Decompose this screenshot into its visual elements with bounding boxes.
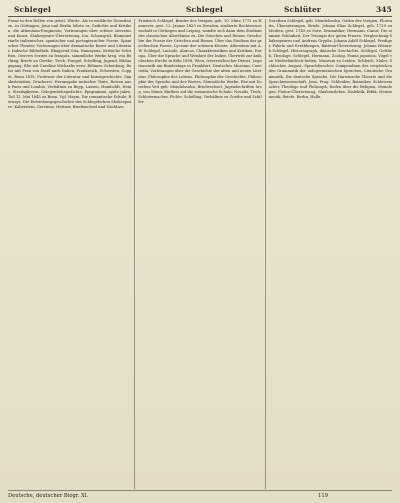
- footer-source: Deutsche, deutscher Biogr. XI.: [8, 493, 89, 499]
- footer-signature: 119: [318, 493, 328, 499]
- column-2: Friedrich Schlegel, Bruder des Vorigen, geb. 10. März 1772 zu Hannover, gest. 12. Januar 1829 zu Dresden, studierte Rechtswissenschaft in Göttingen und Leipzig, wandte sich dann dem Studium des classischen Alterthums zu, Die Griechen und Römer, Geschichte der Poesie der Griechen und Römer, Über das Studium der griechischen Poesie, Lyceum der schönen Künste, Athenäum mit A. W. Schlegel, Lucinde, Alarcos, Charakteristiken und Kritiken, Europa, Über die Sprache und Weisheit der Indier, Übertritt zur katholischen Kirche in Köln 1808, Wien, österreichischer Dienst, Legationsrath am Bundestage in Frankfurt, Deutsches Museum, Concordia, Vorlesungen über die Geschichte der alten und neuen Literatur, Philosophie des Lebens, Philosophie der Geschichte, Philosophie der Sprache und des Wortes, Sämmtliche Werke, Ehe mit Dorothea Veit geb. Mendelssohn, Briefwechsel, Jugendschriften hrsg. von Minor, Einfluss auf die romantische Schule, Novalis, Tieck, Schleiermacher, Fichte, Schelling, Verhältnis zu Goethe und Schiller.: [134, 19, 261, 489]
- page-number: 345: [375, 5, 392, 14]
- column-3: Dorothea Schlegel, geb. Mendelssohn, Gattin des Vorigen, Florentin, Übersetzungen, Briefe. Johann Elias Schlegel, geb. 1719 zu Meißen, gest. 1749 zu Sorø, Dramatiker, Hermann, Canut, Die stumme Schönheit, Der Triumph der guten Frauen, Vergleichung Shakespeares und Andreas Gryphs. Johann Adolf Schlegel, Prediger, Fabeln und Erzählungen, Batteux-Übersetzung. Johann Heinrich Schlegel, Historiograph, dänische Geschichte. Schlegel, Gottlieb, Theologe. Schlegel, Hermann, Zoolog, Fauna japonica, Vögel von Niederländisch-Indien, Museum zu Leiden. Schleich, Maler. Schleicher, August, Sprachforscher, Compendium der vergleichenden Grammatik der indogermanischen Sprachen, Litauische Grammatik, Die deutsche Sprache, Die Darwinsche Theorie und die Sprachwissenschaft, Jena, Prag. Schleiden, Botaniker. Schleiermacher, Theologe und Philosoph, Reden über die Religion, Monologen, Platon-Übersetzung, Glaubenslehre, Dialektik, Ethik, Hermeneutik, Briefe, Berlin, Halle.: [265, 19, 392, 489]
- column-1: Franz in den Rollen von geistl. Würde. Als in weibliche Dienstboten, in Göttingen, Jena und Berlin lehrte er, Gedichte und Kritiken, die Athenäum-Fragmente, Vorlesungen über schöne Literatur und Kunst, Shakespeare-Übersetzung, Ion, Schauspiel, Blumensträuße italienischer, spanischer und portugiesischer Poesie, Spanisches Theater, Vorlesungen über dramatische Kunst und Literatur, Indische Bibliothek, Bhagavad-Gita, Ramayana, Kritische Schriften, Oeuvres écrites en français, sämmtliche Werke hrsg. von Böcking, Briefe an Goethe, Tieck, Fouqué, Schelling; Jugend, Bildungsgang, Ehe mit Caroline Michaelis verw. Böhmer, Scheidung, Reise mit Frau von Staël nach Italien, Frankreich, Schweden, Coppet, Bonn 1818, Professor der Literatur und Kunstgeschichte, Sanskritstudien, Druckerei, Herausgabe indischer Texte, Reisen nach Paris und London, Verhältnis zu Bopp, Lassen, Humboldt, Heine, Streitigkeiten, Gelegenheitsgedichte, Epigramme, späte Jahre, Tod 12. Mai 1845 zu Bonn. Vgl. Haym, Die romantische Schule; Bernays, Die Entstehungsgeschichte des Schlegelschen Shakespeare; Koberstein, Gervinus, Hettner, Briefwechsel und Nachlass.: [8, 19, 132, 109]
- page-footer: [8, 490, 392, 500]
- header-center-title: Schlegel: [186, 5, 223, 14]
- header-rule: [8, 16, 392, 17]
- running-header: [0, 2, 400, 16]
- header-left-title: Schlegel: [14, 5, 51, 14]
- text-columns: [8, 19, 392, 489]
- header-right-title: Schlüter: [284, 5, 322, 14]
